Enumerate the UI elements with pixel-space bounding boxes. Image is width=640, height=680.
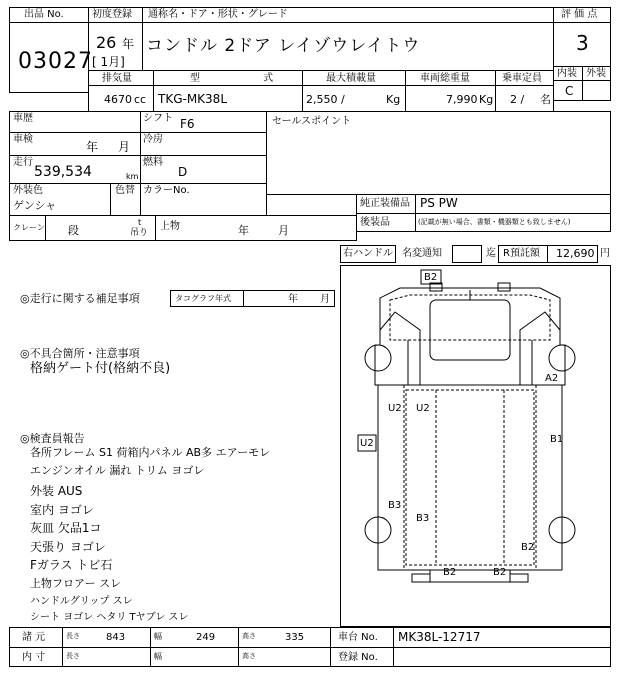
- driving-notes-label: ◎走行に関する補足事項: [20, 292, 140, 305]
- mark-u2-mid: U2: [416, 403, 430, 414]
- lot-label: 出品 No.: [24, 9, 64, 20]
- standard-equip-label: 純正装備品: [360, 198, 410, 209]
- crane-label: クレーン: [13, 223, 45, 232]
- report-line-1: 各所フレーム S1 荷箱内パネル AB多 エアーモレ: [30, 446, 271, 459]
- length-label: 長さ: [66, 632, 80, 640]
- sales-point-label: セールスポイント: [272, 116, 352, 127]
- change-note: 迄: [486, 248, 496, 259]
- crane-lift: 吊り: [130, 228, 149, 238]
- score-label: 評 価 点: [561, 9, 598, 20]
- inspection-year: 年: [86, 140, 99, 154]
- gross-weight-label: 車両総重量: [420, 73, 470, 84]
- max-load-unit: Kg: [386, 93, 401, 106]
- lot-number: 03027: [18, 49, 93, 74]
- shift-value: F6: [180, 117, 195, 131]
- upper-month: 月: [278, 224, 289, 237]
- in-length-label: 長さ: [66, 652, 80, 660]
- mileage-unit: km: [126, 172, 139, 181]
- model-value: TKG-MK38L: [158, 92, 228, 106]
- ac-label: 冷房: [143, 134, 163, 145]
- inspection-label: 車検: [13, 134, 33, 145]
- first-reg-label: 初度登録: [92, 9, 132, 20]
- crane-t: t: [138, 218, 142, 227]
- dims-label: 諸 元: [22, 632, 46, 643]
- in-height-label: 高さ: [242, 652, 256, 660]
- height-value: 335: [285, 632, 305, 643]
- interior-grade: C: [565, 84, 574, 98]
- mark-b1: B1: [550, 434, 564, 445]
- recycle-unit: 円: [600, 248, 610, 259]
- interior-dims-label: 内 寸: [22, 652, 46, 663]
- color-code-label: 色替: [115, 185, 135, 196]
- reg-label: 登録 No.: [338, 652, 378, 663]
- width-value: 249: [196, 632, 216, 643]
- report-line-2: エンジンオイル 漏れ トリム ヨゴレ: [30, 464, 205, 477]
- chassis-label: 車台 No.: [338, 632, 378, 643]
- shift-label: シフト: [143, 113, 173, 124]
- capacity-label: 乗車定員: [502, 73, 542, 84]
- recycle-label: R預託額: [503, 248, 540, 259]
- change-label: 名変通知: [402, 248, 442, 259]
- report-line-4: 室内 ヨゴレ: [30, 503, 94, 517]
- displacement-value: 4670: [104, 93, 132, 106]
- width-label: 幅: [154, 632, 162, 641]
- fuel-label: 燃料: [143, 157, 163, 168]
- mileage-label: 走行: [13, 157, 33, 168]
- mark-b2-rear-left: B2: [443, 567, 457, 578]
- upper-label: 上物: [160, 221, 180, 232]
- chassis-value: MK38L-12717: [398, 630, 481, 644]
- capacity-unit: 名: [540, 93, 551, 106]
- displacement-unit: cc: [134, 93, 147, 106]
- mark-b3-left: B3: [388, 500, 402, 511]
- car-name: コンドル 2ドア レイゾウレイトウ: [146, 36, 421, 56]
- defect-text: 格納ゲート付(格納不良): [30, 361, 171, 376]
- interior-label: 内装: [557, 68, 577, 79]
- max-load-label: 最大積載量: [326, 73, 376, 84]
- reg-year: 26: [96, 33, 117, 52]
- mark-u2-left: U2: [388, 403, 402, 414]
- mark-u2-side: U2: [360, 438, 374, 449]
- reg-year-unit: 年: [122, 37, 135, 51]
- score-value: 3: [576, 31, 589, 55]
- recycle-value: 12,690: [556, 247, 595, 260]
- mark-a2: A2: [545, 373, 559, 384]
- length-value: 843: [106, 632, 126, 643]
- displacement-label: 排気量: [102, 73, 132, 84]
- report-line-7: Fガラス トビ石: [30, 558, 113, 572]
- mileage-value: 539,534: [34, 164, 92, 180]
- mark-b3-right: B3: [416, 513, 430, 524]
- tacho-label: タコグラフ年式: [175, 294, 231, 303]
- in-width-label: 幅: [154, 652, 162, 661]
- aftermarket-note: (記載が無い場合、書類・機器類とも致しません): [418, 218, 571, 226]
- rhd-label: 右ハンドル: [343, 248, 393, 259]
- height-label: 高さ: [242, 632, 256, 640]
- fuel-value: D: [178, 165, 188, 179]
- model-label: 型 式: [190, 73, 304, 84]
- name-label: 通称名・ドア・形状・グレード: [148, 9, 288, 20]
- exterior-color-value: ゲンシャ: [13, 199, 57, 212]
- exterior-color-label: 外装色: [13, 185, 43, 196]
- inspector-label: ◎検査員報告: [20, 432, 85, 445]
- report-line-8: 上物フロアー スレ: [30, 577, 122, 590]
- crane-stage: 段: [68, 224, 79, 237]
- report-line-9: ハンドルグリップ スレ: [30, 596, 133, 607]
- history-label: 車歴: [13, 113, 33, 124]
- exterior-label: 外装: [586, 68, 606, 79]
- aftermarket-label: 後装品: [360, 217, 390, 228]
- upper-year: 年: [238, 224, 249, 237]
- gross-weight-value: 7,990: [446, 93, 478, 106]
- max-load-value: 2,550 /: [306, 93, 345, 106]
- capacity-value: 2 /: [510, 93, 525, 106]
- color-no-label: カラーNo.: [143, 185, 190, 196]
- tacho-year: 年: [288, 294, 298, 305]
- report-line-6: 天張り ヨゴレ: [30, 540, 106, 554]
- mark-b2-top: B2: [424, 272, 438, 283]
- inspection-month: 月: [118, 140, 131, 154]
- report-line-3: 外装 AUS: [30, 484, 83, 498]
- report-line-5: 灰皿 欠品1コ: [30, 521, 102, 535]
- mark-b2-rear-right: B2: [493, 567, 507, 578]
- mark-b2-right: B2: [521, 542, 535, 553]
- tacho-month: 月: [320, 294, 330, 305]
- gross-weight-unit: Kg: [479, 93, 494, 106]
- defect-label: ◎不具合箇所・注意事項: [20, 347, 140, 360]
- standard-equip-value: PS PW: [420, 196, 458, 210]
- reg-month: [ 1月]: [92, 55, 125, 69]
- report-line-10: シート ヨゴレ ヘタリ Tヤブレ スレ: [30, 612, 189, 623]
